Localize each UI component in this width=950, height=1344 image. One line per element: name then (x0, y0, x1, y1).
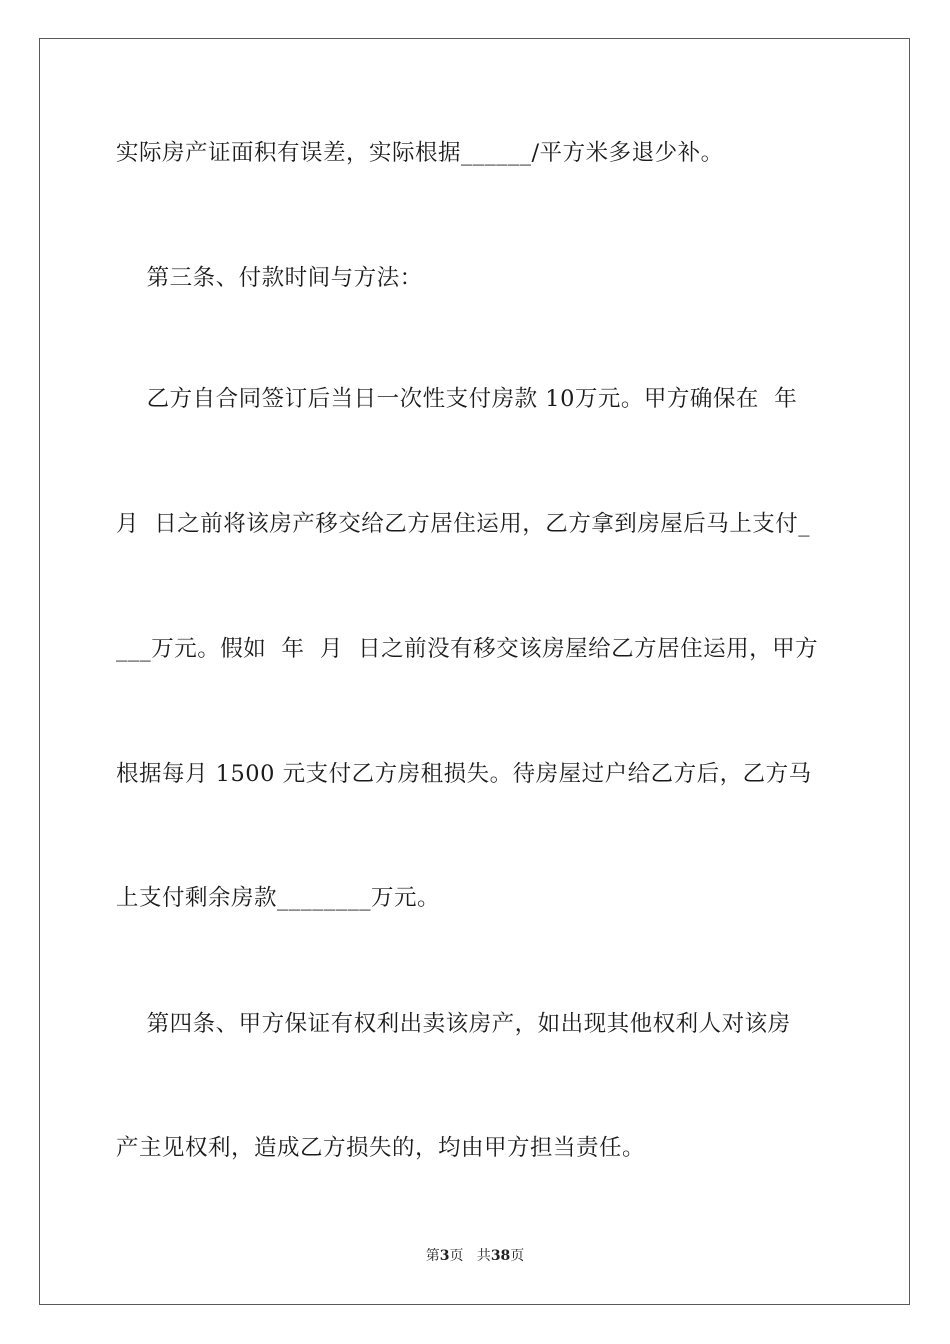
text-line-7: 上支付剩余房款________万元。 (116, 885, 441, 911)
text-line-1: 实际房产证面积有误差，实际根据______/平方米多退少补。 (116, 140, 724, 166)
text-line-5: ___万元。假如 年 月 日之前没有移交该房屋给乙方居住运用，甲方 (116, 636, 819, 662)
footer-total-pages: 38 (490, 1248, 511, 1264)
text-line-4: 月 日之前将该房产移交给乙方居住运用，乙方拿到房屋后马上支付_ (116, 511, 811, 537)
text-line-8-article-4: 第四条、甲方保证有权利出卖该房产，如出现其他权利人对该房 (116, 1011, 791, 1037)
text-line-3: 乙方自合同签订后当日一次性支付房款 10万元。甲方确保在 年 (116, 386, 798, 412)
text-line-2-article-3-heading: 第三条、付款时间与方法： (116, 265, 423, 291)
text-line-6: 根据每月 1500 元支付乙方房租损失。待房屋过户给乙方后，乙方马 (116, 761, 812, 787)
footer-page-number: 3 (439, 1248, 450, 1264)
footer-page-prefix: 第 (425, 1248, 440, 1264)
page-footer (0, 1247, 950, 1265)
footer-total-suffix: 页 (510, 1248, 525, 1264)
page-border (39, 38, 910, 1305)
footer-total-prefix: 共 (476, 1248, 491, 1264)
text-line-9: 产主见权利，造成乙方损失的，均由甲方担当责任。 (116, 1135, 646, 1161)
footer-page-suffix: 页 (449, 1248, 464, 1264)
